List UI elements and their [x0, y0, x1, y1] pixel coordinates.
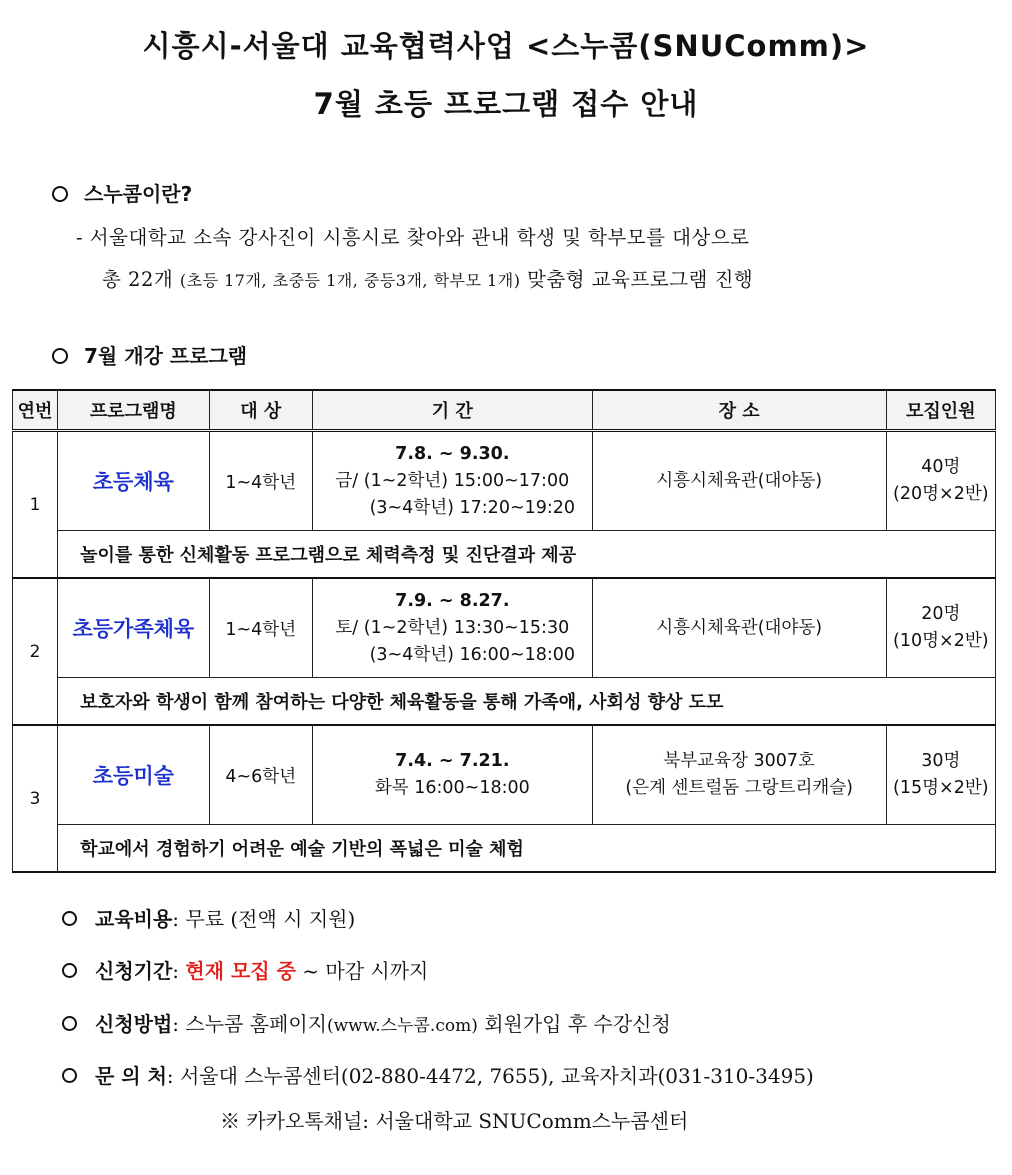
place-line1: 북부교육장 3007호 [663, 751, 815, 771]
program-name: 초등체육 [58, 431, 209, 531]
program-target: 1~4학년 [209, 431, 312, 531]
place-line2: (은계 센트럴돔 그랑트리캐슬) [625, 778, 853, 798]
program-quota [886, 725, 995, 825]
intro-line2-detail: (초등 17개, 초중등 1개, 중등3개, 학부모 1개) [179, 271, 521, 290]
quota-detail: (20명×2반) [893, 484, 989, 504]
row-no: 1 [13, 431, 58, 579]
program-quota [886, 578, 995, 678]
program-place [592, 578, 886, 678]
table-row-desc [13, 531, 996, 579]
quota-total: 30명 [921, 751, 961, 771]
intro-line2-a: 총 22개 [102, 268, 180, 291]
info-cost-value: : 무료 (전액 시 지원) [172, 907, 356, 931]
section-heading-programs-text: 7월 개강 프로그램 [84, 344, 248, 368]
info-apply-period-colon: : [172, 959, 186, 983]
info-contact [62, 1060, 814, 1089]
intro-line2 [102, 264, 753, 292]
document-title-line2: 7월 초등 프로그램 접수 안내 [313, 87, 699, 121]
period-schedule: 화목 16:00~18:00 [374, 778, 530, 798]
info-contact-label: 문 의 처 [95, 1064, 167, 1088]
info-apply-period [62, 955, 428, 984]
program-description: 보호자와 학생이 함께 참여하는 다양한 체육활동을 통해 가족애, 사회성 향상 도모 [58, 678, 996, 726]
place-line1: 시흥시체육관(대야동) [656, 617, 823, 638]
circle-bullet-icon [52, 348, 68, 364]
document-title-line1: 시흥시-서울대 교육협력사업 <스누콤(SNUComm)> [142, 29, 870, 63]
quota-total: 40명 [921, 457, 961, 477]
circle-bullet-icon [62, 1068, 77, 1083]
program-description: 학교에서 경험하기 어려운 예술 기반의 폭넓은 미술 체험 [58, 825, 996, 873]
period-schedule-2: (3~4학년) 17:20~19:20 [369, 497, 576, 518]
table-row-desc [13, 825, 996, 873]
program-table [12, 389, 996, 873]
circle-bullet-icon [52, 186, 68, 202]
info-apply-method [62, 1008, 671, 1037]
table-row-desc [13, 678, 996, 726]
row-no: 2 [13, 578, 58, 725]
header-place: 장 소 [592, 390, 886, 431]
circle-bullet-icon [62, 963, 77, 978]
circle-bullet-icon [62, 911, 77, 926]
period-dates: 7.9. ~ 8.27. [395, 590, 510, 611]
section-heading-programs [52, 340, 247, 369]
table-row [13, 725, 996, 825]
period-schedule: 토/ (1~2학년) 13:30~15:30 [335, 617, 570, 638]
period-schedule: 금/ (1~2학년) 15:00~17:00 [335, 470, 570, 491]
info-apply-method-b: 회원가입 후 수강신청 [477, 1012, 671, 1036]
header-name: 프로그램명 [58, 390, 209, 431]
circle-bullet-icon [62, 1016, 77, 1031]
table-row [13, 431, 996, 531]
info-apply-method-a: : 스누콤 홈페이지 [172, 1012, 327, 1036]
program-description: 놀이를 통한 신체활동 프로그램으로 체력측정 및 진단결과 제공 [58, 531, 996, 579]
info-apply-method-label: 신청방법 [95, 1012, 173, 1036]
program-place [592, 431, 886, 531]
header-target: 대 상 [209, 390, 312, 431]
table-header-row [13, 390, 996, 431]
kakao-channel-note: ※ 카카오톡채널: 서울대학교 SNUComm스누콤센터 [220, 1109, 689, 1133]
place-line1: 시흥시체육관(대야동) [656, 470, 823, 491]
header-quota: 모집인원 [886, 390, 995, 431]
period-dates: 7.4. ~ 7.21. [395, 751, 510, 771]
program-target: 4~6학년 [209, 725, 312, 825]
program-period [312, 725, 592, 825]
quota-detail: (15명×2반) [893, 778, 989, 798]
program-target: 1~4학년 [209, 578, 312, 678]
header-no: 연번 [13, 390, 58, 431]
period-dates: 7.8. ~ 9.30. [395, 443, 510, 464]
program-name: 초등미술 [58, 725, 209, 825]
section-heading-about-text: 스누콤이란? [84, 182, 193, 206]
info-contact-value: : 서울대 스누콤센터(02-880-4472, 7655), 교육자치과(031-310-3495) [166, 1064, 814, 1088]
info-apply-period-highlight: 현재 모집 중 [185, 959, 296, 983]
info-apply-method-url: (www.스누콤.com) [326, 1016, 478, 1036]
row-no: 3 [13, 725, 58, 872]
header-period: 기 간 [312, 390, 592, 431]
quota-total: 20명 [921, 604, 961, 624]
program-period [312, 578, 592, 678]
quota-detail: (10명×2반) [893, 631, 989, 651]
intro-line2-b: 맞춤형 교육프로그램 진행 [520, 268, 754, 291]
info-apply-period-label: 신청기간 [95, 959, 173, 983]
info-apply-period-rest: ~ 마감 시까지 [295, 959, 429, 983]
period-schedule-2: (3~4학년) 16:00~18:00 [369, 644, 576, 665]
table-row [13, 578, 996, 678]
program-quota [886, 431, 995, 531]
info-cost [62, 903, 355, 932]
program-place [592, 725, 886, 825]
program-name: 초등가족체육 [58, 578, 209, 678]
section-heading-about [52, 178, 192, 207]
intro-line1: - 서울대학교 소속 강사진이 시흥시로 찾아와 관내 학생 및 학부모를 대상으로 [76, 226, 750, 249]
info-cost-label: 교육비용 [95, 907, 173, 931]
program-period [312, 431, 592, 531]
